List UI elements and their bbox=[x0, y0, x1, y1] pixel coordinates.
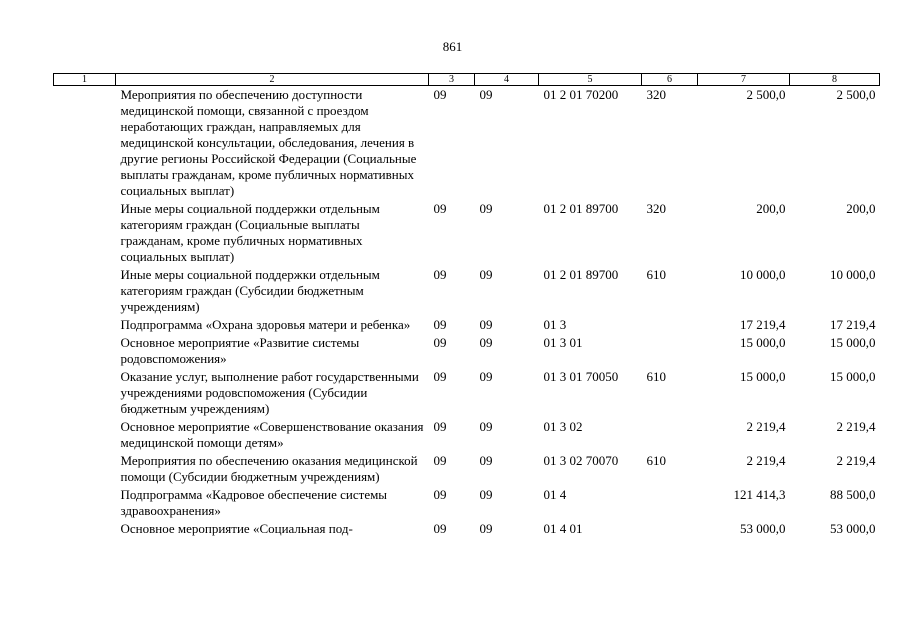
target-article-cell: 01 3 02 bbox=[543, 419, 583, 434]
name-cell: Мероприятия по обеспечению доступности медицинской помощи, связанной с проездом неработающих граждан, направляемых для медицинской консультации, обследования, лечения в другие регионы Российской Федерации (Социальные выплаты гражданам, кроме публичных нормативных социальных выплат) bbox=[120, 87, 417, 198]
name-cell: Иные меры социальной поддержки отдельным категориям граждан (Социальные выплаты гражданам, кроме публичных нормативных социальных выплат) bbox=[120, 201, 380, 264]
code-cell bbox=[54, 334, 116, 368]
subsection-code-cell: 09 bbox=[479, 521, 493, 536]
code-cell bbox=[54, 316, 116, 334]
section-code-cell: 09 bbox=[433, 453, 447, 468]
target-article-cell: 01 4 01 bbox=[543, 521, 583, 536]
expense-type-cell: 610 bbox=[646, 267, 666, 282]
expense-type-cell bbox=[642, 316, 698, 334]
section-code-cell: 09 bbox=[433, 87, 447, 102]
column-header: 7 bbox=[698, 74, 790, 86]
section-code-cell: 09 bbox=[433, 317, 447, 332]
code-cell bbox=[54, 418, 116, 452]
amount-year2-cell: 200,0 bbox=[846, 201, 876, 216]
code-cell bbox=[54, 486, 116, 520]
expense-type-cell bbox=[642, 418, 698, 452]
amount-year2-cell: 10 000,0 bbox=[830, 267, 876, 282]
target-article-cell: 01 2 01 89700 bbox=[543, 201, 619, 216]
table-body bbox=[54, 86, 880, 539]
expense-type-cell bbox=[642, 334, 698, 368]
code-cell bbox=[54, 368, 116, 418]
amount-year2-cell: 53 000,0 bbox=[830, 521, 876, 536]
subsection-code-cell: 09 bbox=[479, 487, 493, 502]
expense-type-cell bbox=[642, 520, 698, 538]
table-row bbox=[54, 266, 880, 316]
amount-year1-cell: 15 000,0 bbox=[740, 369, 786, 384]
section-code-cell: 09 bbox=[433, 521, 447, 536]
column-header: 4 bbox=[475, 74, 539, 86]
section-code-cell: 09 bbox=[433, 487, 447, 502]
section-code-cell: 09 bbox=[433, 369, 447, 384]
column-header: 6 bbox=[642, 74, 698, 86]
amount-year2-cell: 17 219,4 bbox=[830, 317, 876, 332]
amount-year1-cell: 2 219,4 bbox=[746, 419, 786, 434]
table-row bbox=[54, 368, 880, 418]
subsection-code-cell: 09 bbox=[479, 453, 493, 468]
subsection-code-cell: 09 bbox=[479, 317, 493, 332]
code-cell bbox=[54, 86, 116, 201]
code-cell bbox=[54, 200, 116, 266]
code-cell bbox=[54, 452, 116, 486]
target-article-cell: 01 3 02 70070 bbox=[543, 453, 619, 468]
table-row bbox=[54, 418, 880, 452]
name-cell: Основное мероприятие «Развитие системы родовспоможения» bbox=[120, 335, 360, 366]
target-article-cell: 01 3 bbox=[543, 317, 567, 332]
column-header: 2 bbox=[116, 74, 429, 86]
table-row bbox=[54, 200, 880, 266]
table-row bbox=[54, 486, 880, 520]
amount-year2-cell: 2 219,4 bbox=[836, 453, 876, 468]
budget-table bbox=[53, 73, 880, 538]
amount-year1-cell: 15 000,0 bbox=[740, 335, 786, 350]
target-article-cell: 01 2 01 70200 bbox=[543, 87, 619, 102]
section-code-cell: 09 bbox=[433, 335, 447, 350]
amount-year2-cell: 88 500,0 bbox=[830, 487, 876, 502]
amount-year1-cell: 121 414,3 bbox=[733, 487, 786, 502]
subsection-code-cell: 09 bbox=[479, 87, 493, 102]
amount-year1-cell: 10 000,0 bbox=[740, 267, 786, 282]
table-row bbox=[54, 334, 880, 368]
name-cell: Мероприятия по обеспечению оказания медицинской помощи (Субсидии бюджетным учреждениям) bbox=[120, 453, 418, 484]
column-header: 1 bbox=[54, 74, 116, 86]
name-cell: Оказание услуг, выполнение работ государственными учреждениями родовспоможения (Субсидии бюджетным учреждениям) bbox=[120, 369, 419, 416]
name-cell: Подпрограмма «Кадровое обеспечение системы здравоохранения» bbox=[120, 487, 388, 518]
amount-year2-cell: 15 000,0 bbox=[830, 335, 876, 350]
column-header: 5 bbox=[539, 74, 642, 86]
amount-year1-cell: 53 000,0 bbox=[740, 521, 786, 536]
name-cell: Основное мероприятие «Социальная под- bbox=[120, 521, 353, 536]
amount-year2-cell: 2 500,0 bbox=[836, 87, 876, 102]
column-header: 8 bbox=[790, 74, 880, 86]
name-cell: Иные меры социальной поддержки отдельным категориям граждан (Субсидии бюджетным учреждениям) bbox=[120, 267, 380, 314]
amount-year1-cell: 2 219,4 bbox=[746, 453, 786, 468]
target-article-cell: 01 3 01 bbox=[543, 335, 583, 350]
amount-year1-cell: 2 500,0 bbox=[746, 87, 786, 102]
table-row bbox=[54, 520, 880, 538]
amount-year2-cell: 2 219,4 bbox=[836, 419, 876, 434]
subsection-code-cell: 09 bbox=[479, 267, 493, 282]
table-row bbox=[54, 316, 880, 334]
page-number: 861 bbox=[442, 39, 463, 54]
column-number-header-row bbox=[54, 74, 880, 86]
subsection-code-cell: 09 bbox=[479, 369, 493, 384]
section-code-cell: 09 bbox=[433, 419, 447, 434]
amount-year1-cell: 200,0 bbox=[756, 201, 786, 216]
table-row bbox=[54, 452, 880, 486]
subsection-code-cell: 09 bbox=[479, 335, 493, 350]
subsection-code-cell: 09 bbox=[479, 201, 493, 216]
expense-type-cell: 610 bbox=[646, 369, 666, 384]
target-article-cell: 01 2 01 89700 bbox=[543, 267, 619, 282]
section-code-cell: 09 bbox=[433, 267, 447, 282]
amount-year2-cell: 15 000,0 bbox=[830, 369, 876, 384]
column-header: 3 bbox=[429, 74, 475, 86]
expense-type-cell: 320 bbox=[646, 201, 666, 216]
target-article-cell: 01 4 bbox=[543, 487, 567, 502]
section-code-cell: 09 bbox=[433, 201, 447, 216]
code-cell bbox=[54, 266, 116, 316]
expense-type-cell: 320 bbox=[646, 87, 666, 102]
subsection-code-cell: 09 bbox=[479, 419, 493, 434]
expense-type-cell bbox=[642, 486, 698, 520]
code-cell bbox=[54, 520, 116, 538]
target-article-cell: 01 3 01 70050 bbox=[543, 369, 619, 384]
name-cell: Подпрограмма «Охрана здоровья матери и ребенка» bbox=[120, 317, 411, 332]
amount-year1-cell: 17 219,4 bbox=[740, 317, 786, 332]
table-row bbox=[54, 86, 880, 201]
name-cell: Основное мероприятие «Совершенствование оказания медицинской помощи детям» bbox=[120, 419, 424, 450]
expense-type-cell: 610 bbox=[646, 453, 666, 468]
